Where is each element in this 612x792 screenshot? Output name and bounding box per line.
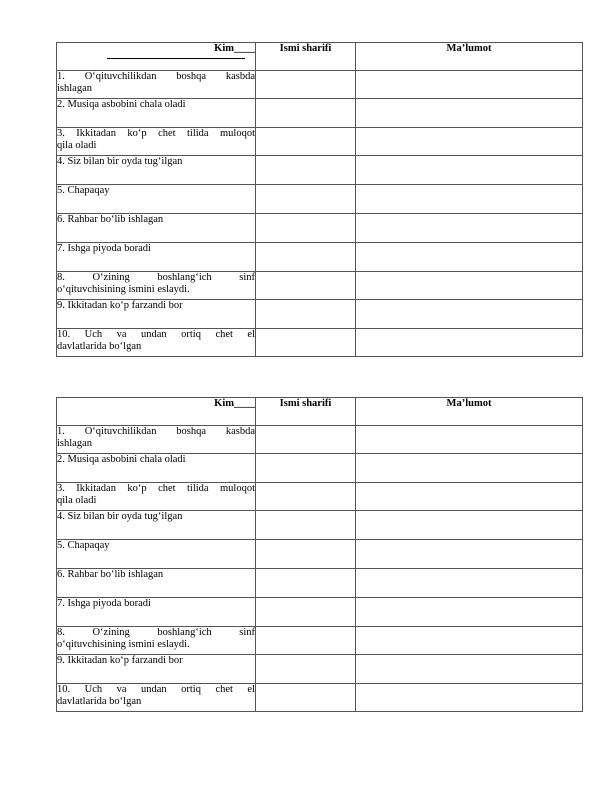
info-answer-cell[interactable]: [356, 300, 583, 329]
question-line: 1. O‘qituvchilikdan boshqa kasbda: [57, 426, 255, 437]
kim-label: Kim____: [214, 43, 255, 54]
name-answer-cell[interactable]: [256, 128, 356, 156]
table-row: [57, 684, 583, 712]
info-answer-cell[interactable]: [356, 329, 583, 357]
name-answer-cell[interactable]: [256, 598, 356, 627]
survey-table-1-wrapper: [56, 42, 582, 357]
question-line: 4. Siz bilan bir oyda tug‘ilgan: [57, 511, 183, 522]
name-answer-cell[interactable]: [256, 627, 356, 655]
name-answer-cell[interactable]: [256, 655, 356, 684]
question-cell: [57, 627, 256, 655]
question-cell: [57, 243, 256, 272]
question-line: 8. O‘zining boshlang‘ich sinf: [57, 272, 255, 283]
info-answer-cell[interactable]: [356, 483, 583, 511]
kim-header: [57, 398, 256, 426]
question-cell: [57, 569, 256, 598]
table-row: [57, 511, 583, 540]
question-line: 10. Uch va undan ortiq chet el: [57, 329, 255, 340]
name-answer-cell[interactable]: [256, 540, 356, 569]
table-row: [57, 627, 583, 655]
question-cell: [57, 483, 256, 511]
info-answer-cell[interactable]: [356, 655, 583, 684]
name-answer-cell[interactable]: [256, 300, 356, 329]
name-answer-cell[interactable]: [256, 214, 356, 243]
table-row: [57, 483, 583, 511]
malumot-header: Ma’lumot: [356, 43, 583, 71]
table-row: [57, 243, 583, 272]
question-line: ishlagan: [57, 438, 92, 449]
question-cell: [57, 185, 256, 214]
question-line: 6. Rahbar bo‘lib ishlagan: [57, 214, 164, 225]
name-answer-cell[interactable]: [256, 569, 356, 598]
info-answer-cell[interactable]: [356, 214, 583, 243]
question-line: 9. Ikkitadan ko‘p farzandi bor: [57, 300, 183, 311]
name-answer-cell[interactable]: [256, 156, 356, 185]
table-row: [57, 99, 583, 128]
info-answer-cell[interactable]: [356, 540, 583, 569]
question-line: qila oladi: [57, 140, 97, 151]
question-cell: [57, 329, 256, 357]
question-line: qila oladi: [57, 495, 97, 506]
info-answer-cell[interactable]: [356, 128, 583, 156]
info-answer-cell[interactable]: [356, 156, 583, 185]
table-row: [57, 71, 583, 99]
table-row: [57, 329, 583, 357]
table-row: [57, 598, 583, 627]
table-row: [57, 540, 583, 569]
question-line: 2. Musiqa asbobini chala oladi: [57, 99, 186, 110]
table-row: [57, 655, 583, 684]
question-cell: [57, 598, 256, 627]
table-row: [57, 454, 583, 483]
header-row: [57, 43, 583, 71]
kim-label: Kim____: [214, 398, 255, 409]
table-row: [57, 300, 583, 329]
name-answer-cell[interactable]: [256, 71, 356, 99]
question-cell: [57, 214, 256, 243]
table-row: [57, 569, 583, 598]
question-line: 10. Uch va undan ortiq chet el: [57, 684, 255, 695]
question-cell: [57, 99, 256, 128]
question-line: 7. Ishga piyoda boradi: [57, 243, 151, 254]
name-answer-cell[interactable]: [256, 483, 356, 511]
question-line: 7. Ishga piyoda boradi: [57, 598, 151, 609]
name-answer-cell[interactable]: [256, 99, 356, 128]
name-answer-cell[interactable]: [256, 272, 356, 300]
survey-table-1: [56, 42, 583, 357]
info-answer-cell[interactable]: [356, 243, 583, 272]
info-answer-cell[interactable]: [356, 71, 583, 99]
info-answer-cell[interactable]: [356, 426, 583, 454]
question-line: 3. Ikkitadan ko‘p chet tilida muloqot: [57, 483, 255, 494]
question-line: 3. Ikkitadan ko‘p chet tilida muloqot: [57, 128, 255, 139]
ismi-sharifi-header: Ismi sharifi: [256, 43, 356, 71]
malumot-header: Ma’lumot: [356, 398, 583, 426]
name-answer-cell[interactable]: [256, 243, 356, 272]
question-cell: [57, 128, 256, 156]
table-row: [57, 156, 583, 185]
info-answer-cell[interactable]: [356, 627, 583, 655]
question-line: o‘qituvchisining ismini eslaydi.: [57, 639, 190, 650]
survey-table-2: [56, 397, 583, 712]
question-line: 6. Rahbar bo‘lib ishlagan: [57, 569, 164, 580]
table-row: [57, 272, 583, 300]
question-cell: [57, 454, 256, 483]
question-line: 8. O‘zining boshlang‘ich sinf: [57, 627, 255, 638]
name-answer-cell[interactable]: [256, 329, 356, 357]
question-cell: [57, 655, 256, 684]
question-line: davlatlarida bo‘lgan: [57, 341, 142, 352]
question-cell: [57, 156, 256, 185]
info-answer-cell[interactable]: [356, 272, 583, 300]
question-cell: [57, 511, 256, 540]
name-answer-cell[interactable]: [256, 684, 356, 712]
table-row: [57, 128, 583, 156]
question-cell: [57, 300, 256, 329]
kim-header: [57, 43, 256, 71]
question-cell: [57, 540, 256, 569]
table-row: [57, 185, 583, 214]
ismi-sharifi-header: Ismi sharifi: [256, 398, 356, 426]
question-line: 4. Siz bilan bir oyda tug‘ilgan: [57, 156, 183, 167]
survey-table-2-wrapper: [56, 397, 582, 712]
question-line: davlatlarida bo‘lgan: [57, 696, 142, 707]
name-answer-cell[interactable]: [256, 454, 356, 483]
question-line: 2. Musiqa asbobini chala oladi: [57, 454, 186, 465]
question-line: ishlagan: [57, 83, 92, 94]
info-answer-cell[interactable]: [356, 684, 583, 712]
info-answer-cell[interactable]: [356, 185, 583, 214]
info-answer-cell[interactable]: [356, 454, 583, 483]
info-answer-cell[interactable]: [356, 511, 583, 540]
question-cell: [57, 426, 256, 454]
table-row: [57, 214, 583, 243]
question-line: 9. Ikkitadan ko‘p farzandi bor: [57, 655, 183, 666]
question-line: o‘qituvchisining ismini eslaydi.: [57, 284, 190, 295]
name-answer-cell[interactable]: [256, 185, 356, 214]
info-answer-cell[interactable]: [356, 598, 583, 627]
question-cell: [57, 684, 256, 712]
header-row: [57, 398, 583, 426]
info-answer-cell[interactable]: [356, 99, 583, 128]
kim-blank-line: [107, 56, 245, 59]
question-line: 5. Chapaqay: [57, 185, 110, 196]
question-cell: [57, 272, 256, 300]
question-line: 5. Chapaqay: [57, 540, 110, 551]
question-cell: [57, 71, 256, 99]
question-line: 1. O‘qituvchilikdan boshqa kasbda: [57, 71, 255, 82]
info-answer-cell[interactable]: [356, 569, 583, 598]
name-answer-cell[interactable]: [256, 511, 356, 540]
table-row: [57, 426, 583, 454]
name-answer-cell[interactable]: [256, 426, 356, 454]
